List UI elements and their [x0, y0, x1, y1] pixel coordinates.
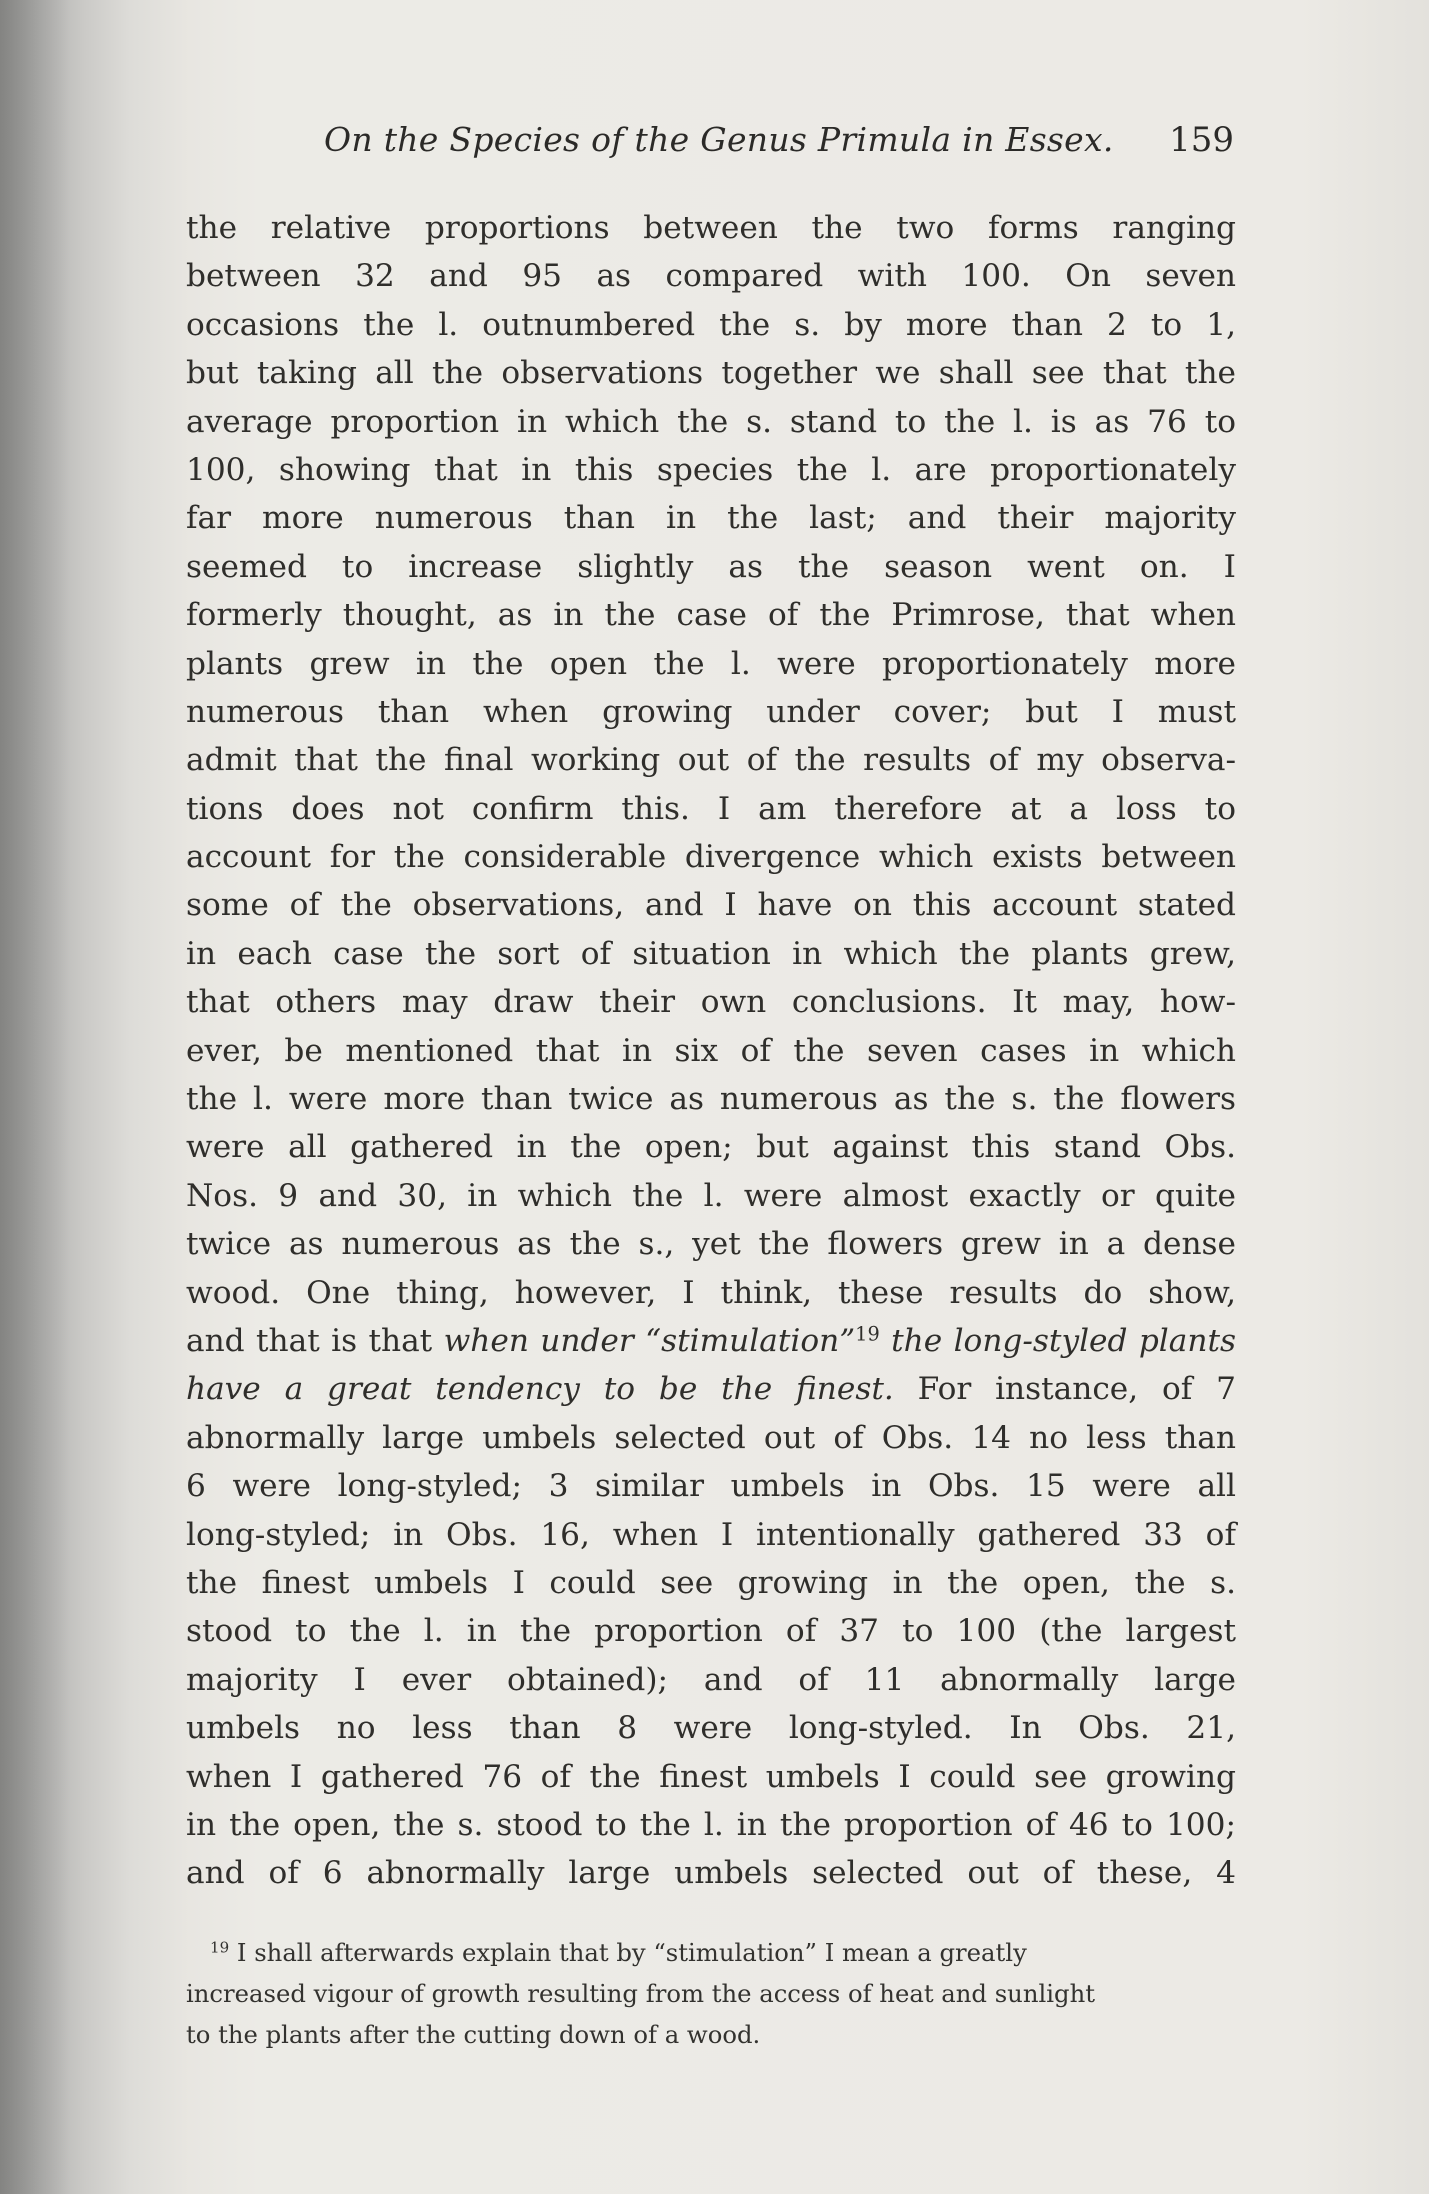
- text-line: stood to the l. in the proportion of 37 to 100 (the largest: [186, 1613, 1236, 1650]
- text-line: formerly thought, as in the case of the Primrose, that when: [186, 597, 1236, 634]
- text-line: twice as numerous as the s., yet the flowers grew in a dense: [186, 1226, 1236, 1263]
- footnote-number: 19: [210, 1938, 230, 1957]
- emphasis-line: [186, 1365, 1236, 1413]
- text-line: the relative proportions between the two forms ranging: [186, 210, 1236, 246]
- text-line: some of the observations, and I have on this account stated: [186, 887, 1236, 924]
- text-line: were all gathered in the open; but against this stand Obs.: [186, 1129, 1236, 1166]
- text-line: that others may draw their own conclusions. It may, how-: [186, 984, 1236, 1021]
- text-line: Nos. 9 and 30, in which the l. were almost exactly or quite: [186, 1177, 1236, 1214]
- italic-phrase: when under “stimulation”: [443, 1322, 856, 1359]
- footnote-text: I shall afterwards explain that by “stimulation” I mean a greatly: [229, 1938, 1027, 1967]
- text-line: numerous than when growing under cover; but I must: [186, 693, 1236, 730]
- text-line: ever, be mentioned that in six of the seven cases in which: [186, 1032, 1236, 1069]
- running-header: [186, 120, 1234, 170]
- footnote-line: to the plants after the cutting down of a wood.: [186, 2020, 761, 2049]
- text-line: when I gathered 76 of the finest umbels I could see growing: [186, 1758, 1236, 1795]
- text-line: account for the considerable divergence which exists between: [186, 839, 1236, 876]
- text-line: in the open, the s. stood to the l. in the proportion of 46 to 100;: [186, 1806, 1236, 1843]
- text-line: umbels no less than 8 were long-styled. In Obs. 21,: [186, 1710, 1236, 1747]
- text-line: plants grew in the open the l. were proportionately more: [186, 645, 1236, 682]
- text-line: 100, showing that in this species the l. are proportionately: [186, 451, 1236, 488]
- binding-shadow: [0, 0, 70, 2194]
- text-line: admit that the final working out of the results of my observa-: [186, 742, 1236, 779]
- emphasis-line: [186, 1317, 1236, 1365]
- text-line: average proportion in which the s. stand to the l. is as 76 to: [186, 403, 1236, 440]
- emphasis-lead-text: and that is that: [186, 1322, 444, 1359]
- text-line: the l. were more than twice as numerous as the s. the flowers: [186, 1081, 1236, 1118]
- text-line: far more numerous than in the last; and their majority: [186, 500, 1236, 537]
- text-line: and of 6 abnormally large umbels selected out of these, 4: [186, 1855, 1236, 1892]
- text-line: tions does not confirm this. I am therefore at a loss to: [186, 790, 1236, 827]
- footnote-reference: 19: [855, 1322, 880, 1346]
- footnote-line: [186, 1932, 1234, 1973]
- footnote: [186, 1932, 1234, 2055]
- text-line: majority I ever obtained); and of 11 abnormally large: [186, 1661, 1236, 1698]
- page-number: 159: [1169, 120, 1234, 160]
- text-line: 6 were long-styled; 3 similar umbels in Obs. 15 were all: [186, 1468, 1236, 1505]
- text-line: between 32 and 95 as compared with 100. On seven: [186, 258, 1236, 295]
- text-line: wood. One thing, however, I think, these results do show,: [186, 1274, 1236, 1311]
- italic-phrase: have a great tendency to be the finest.: [186, 1371, 894, 1408]
- body-text: [186, 204, 1236, 1898]
- text-line: abnormally large umbels selected out of Obs. 14 no less than: [186, 1419, 1236, 1456]
- text-line: but taking all the observations together we shall see that the: [186, 355, 1236, 392]
- text-line: long-styled; in Obs. 16, when I intentionally gathered 33 of: [186, 1516, 1236, 1553]
- text-line: in each case the sort of situation in which the plants grew,: [186, 935, 1236, 972]
- text-line: seemed to increase slightly as the season went on. I: [186, 548, 1236, 585]
- text-line: the finest umbels I could see growing in the open, the s.: [186, 1564, 1236, 1601]
- running-title: On the Species of the Genus Primula in Essex.: [324, 120, 1114, 159]
- footnote-line: increased vigour of growth resulting from the access of heat and sunlight: [186, 1979, 1095, 2008]
- text-line: occasions the l. outnumbered the s. by more than 2 to 1,: [186, 306, 1236, 343]
- emphasis-trailing-text: For instance, of 7: [893, 1371, 1236, 1408]
- italic-phrase: the long-styled plants: [879, 1322, 1236, 1359]
